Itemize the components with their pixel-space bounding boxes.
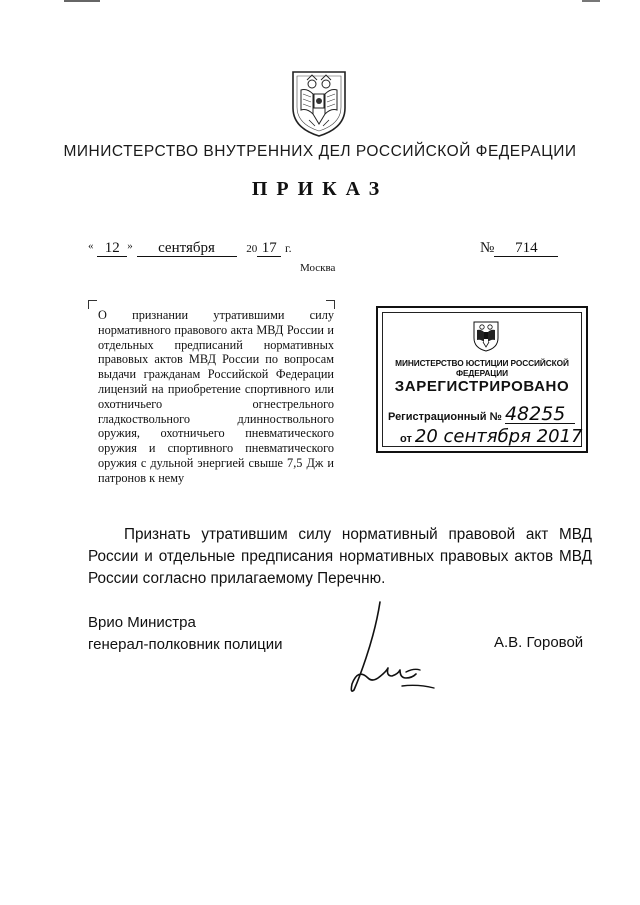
date-year-suffix: 17 <box>257 240 281 257</box>
signatory-name: А.В. Горовой <box>494 634 584 651</box>
date-month: сентября <box>137 240 237 257</box>
handwritten-signature <box>336 598 446 698</box>
stamp-ministry: МИНИСТЕРСТВО ЮСТИЦИИ РОССИЙСКОЙ ФЕДЕРАЦИИ <box>395 358 569 378</box>
date-line <box>88 240 292 257</box>
stamp-date-value: 20 сентября 2017 <box>414 426 583 447</box>
order-title: О признании утратившими силу нормативного правового акта МВД России и отдельных предписаний нормативных правовых актов МВД России по вопросам выдачи гражданам Российской Федерации лицензий на приобретение спортивного или охотничьего огнестрельного гладкоствольного длинноствольного оружия, охотничьего пневматического оружия и спортивного пневматического оружия с дульной энергией свыше 7,5 Дж и патронов к нему <box>98 308 334 485</box>
coat-of-arms-icon <box>471 318 501 352</box>
ministry-header: МИНИСТЕРСТВО ВНУТРЕННИХ ДЕЛ РОССИЙСКОЙ ФЕДЕРАЦИИ <box>63 143 577 160</box>
stamp-date-label: от <box>400 433 412 445</box>
order-body <box>88 524 592 590</box>
position-line-2: генерал-полковник полиции <box>88 636 283 653</box>
stamp-reg-label: Регистрационный № <box>388 411 502 423</box>
title-bracket-left <box>88 300 97 309</box>
registration-stamp <box>376 306 588 453</box>
quote-open: « <box>88 240 94 252</box>
date-day: 12 <box>97 240 127 257</box>
order-body-paragraph: Признать утратившим силу нормативный правовой акт МВД России и отдельные предписания нормативных правовых актов МВД России согласно прилагаемому Перечню. <box>88 526 592 587</box>
position-line-1: Врио Министра <box>88 614 196 631</box>
date-year-mark: г. <box>285 241 292 255</box>
number-label: № <box>480 240 495 256</box>
date-year-prefix: 20 <box>246 243 258 255</box>
scan-edge-mark <box>64 0 100 2</box>
signatory-position <box>88 612 282 656</box>
coat-of-arms-icon <box>287 64 351 138</box>
stamp-status: ЗАРЕГИСТРИРОВАНО <box>394 378 570 395</box>
document-type: ПРИКАЗ <box>251 178 389 200</box>
stamp-reg-number-line <box>388 405 575 424</box>
quote-close: » <box>127 240 133 252</box>
city: Москва <box>300 262 336 274</box>
order-number-line <box>480 240 558 257</box>
order-number: 714 <box>494 240 558 257</box>
scan-edge-mark <box>582 0 600 2</box>
stamp-reg-number: 48255 <box>505 405 575 424</box>
stamp-date-line <box>400 428 582 447</box>
